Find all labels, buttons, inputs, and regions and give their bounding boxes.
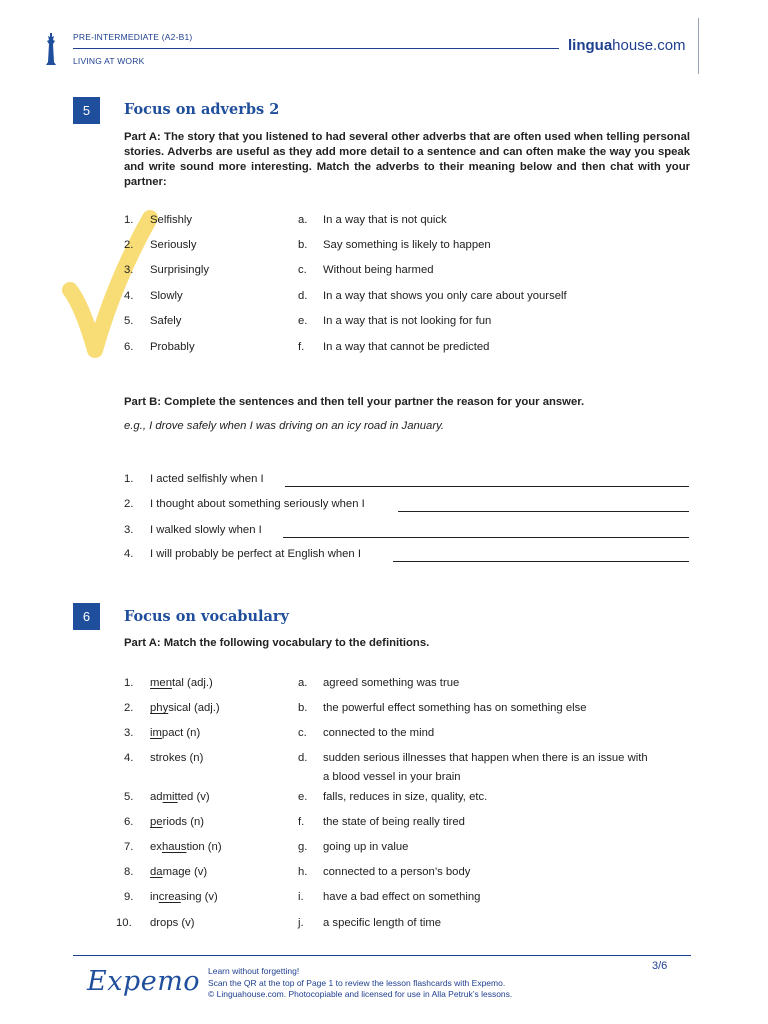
answer-blank-line[interactable] bbox=[393, 561, 689, 562]
section-5-title: Focus on adverbs 2 bbox=[124, 101, 280, 118]
list-item: 2. I thought about something seriously when I bbox=[124, 498, 365, 510]
footer-line: Learn without forgetting! bbox=[208, 966, 300, 976]
answer-blank-line[interactable] bbox=[285, 486, 689, 487]
section-5-part-a-instructions: Part A: The story that you listened to had several other adverbs that are often used when telling personal stories. Adverbs are useful as they add more detail to a sentence and can often make the way you speak and write sound more interesting. Match the adverbs to their meaning below and then chat with your partner: bbox=[124, 131, 690, 188]
list-item: 1. I acted selfishly when I bbox=[124, 473, 264, 485]
expemo-logo: Expemo bbox=[87, 966, 201, 997]
header-vertical-rule bbox=[698, 18, 699, 74]
section-6-part-a-instructions: Part A: Match the following vocabulary to the definitions. bbox=[124, 637, 430, 649]
example-sentence: e.g., I drove safely when I was driving on an icy road in January. bbox=[124, 420, 445, 432]
checkmark-highlight-icon bbox=[60, 210, 160, 360]
answer-blank-line[interactable] bbox=[398, 511, 689, 512]
level-label: PRE-INTERMEDIATE (A2-B1) bbox=[73, 32, 193, 42]
answer-blank-line[interactable] bbox=[283, 537, 689, 538]
brand-logo: linguahouse.com bbox=[568, 37, 686, 54]
statue-of-liberty-icon bbox=[44, 32, 58, 66]
section-6-title: Focus on vocabulary bbox=[124, 608, 289, 625]
list-item: 4. I will probably be perfect at English when I bbox=[124, 548, 361, 560]
footer-line: © Linguahouse.com. Photocopiable and licensed for use in Alla Petruk’s lessons. bbox=[208, 989, 513, 999]
section-6-number: 6 bbox=[73, 603, 100, 630]
page-number: 3/6 bbox=[652, 960, 668, 972]
footer-text bbox=[208, 966, 512, 1001]
topic-label: LIVING AT WORK bbox=[73, 56, 145, 66]
list-item: 3. I walked slowly when I bbox=[124, 524, 262, 536]
footer-divider bbox=[73, 955, 691, 956]
section-5-number: 5 bbox=[73, 97, 100, 124]
section-5-part-b-instructions: Part B: Complete the sentences and then tell your partner the reason for your answer. bbox=[124, 396, 585, 408]
header-divider bbox=[73, 48, 559, 49]
footer-line: Scan the QR at the top of Page 1 to review the lesson flashcards with Expemo. bbox=[208, 977, 506, 988]
